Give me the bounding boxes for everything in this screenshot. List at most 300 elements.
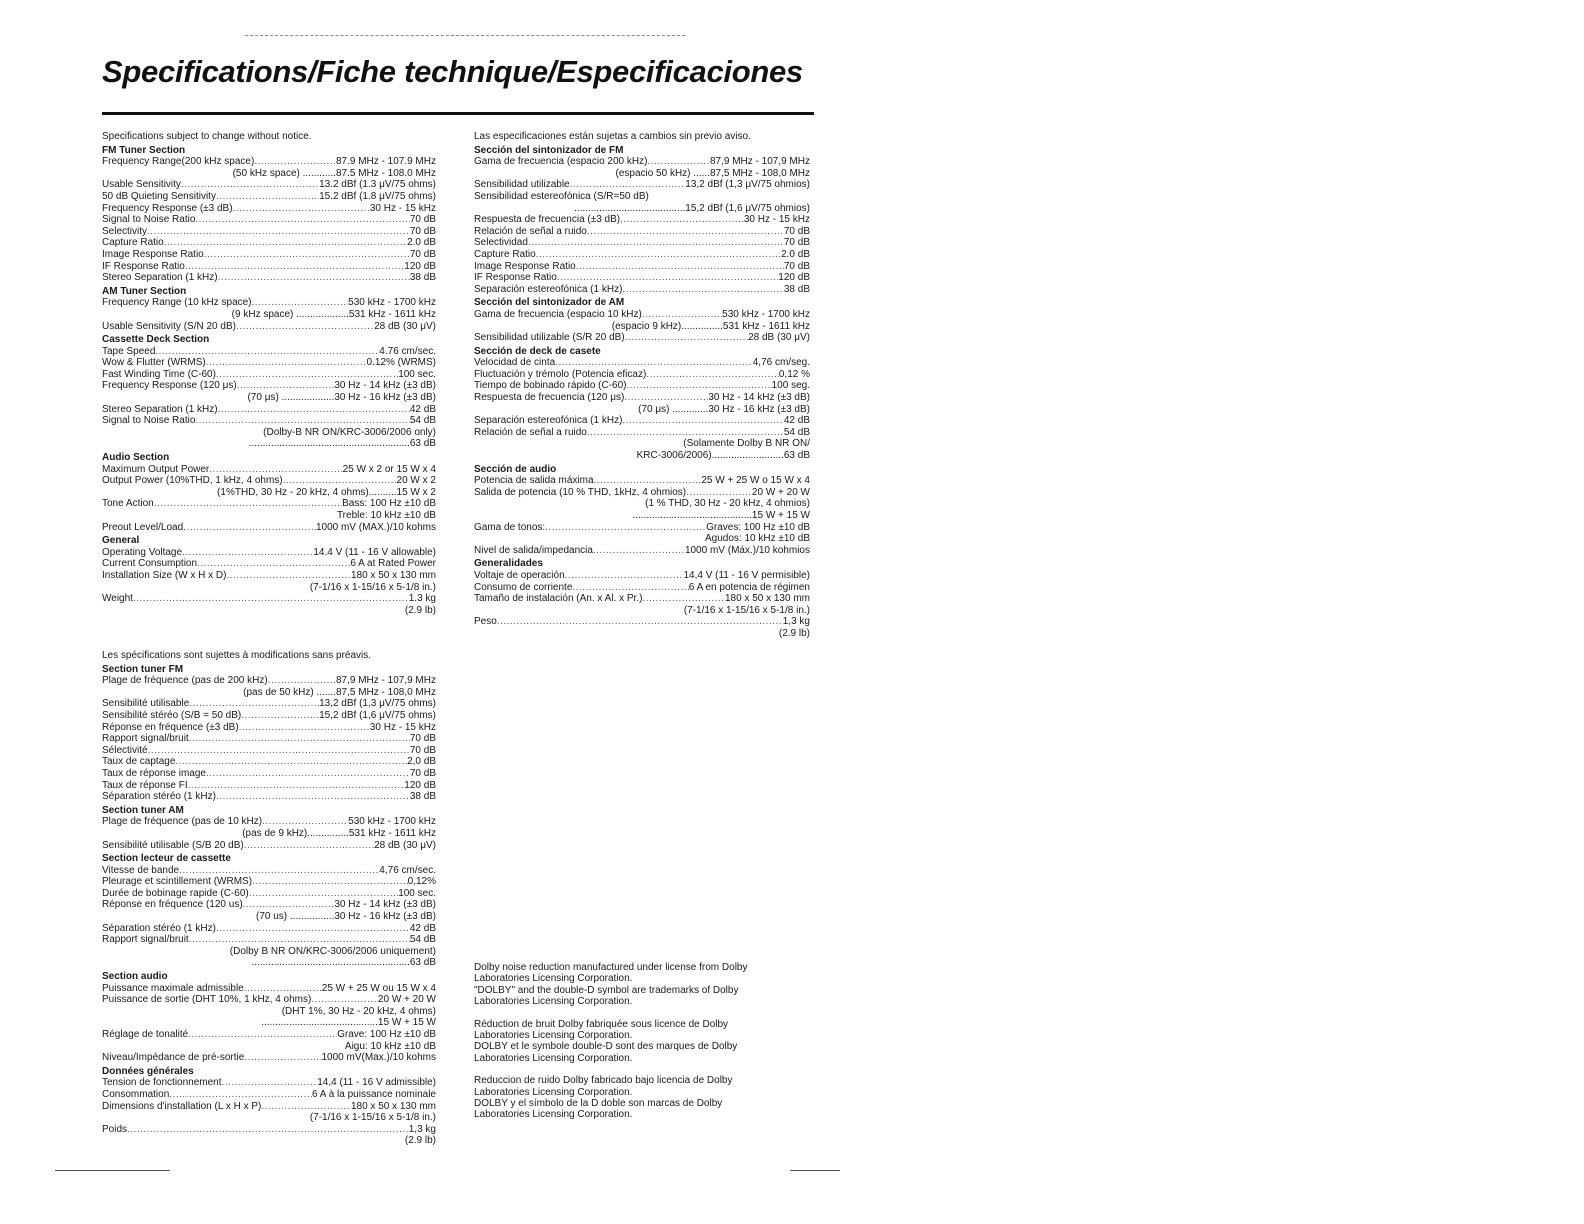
page-title: Specifications/Fiche technique/Especificaciones [102, 54, 803, 89]
spec-label: Capture Ratio [102, 237, 164, 249]
english-specs [102, 131, 436, 616]
spec-value: 70 dB [409, 733, 436, 745]
spec-label: Tone Action [102, 498, 154, 510]
spec-label: Usable Sensitivity [102, 179, 181, 191]
spec-row [102, 780, 436, 792]
leader-dots [555, 357, 753, 369]
spec-continuation: (9 kHz space) ...................531 kHz - 1611 kHz [231, 308, 436, 320]
leader-dots [594, 475, 702, 487]
spec-continuation: (70 μs) ...................30 Hz - 16 kHz (±3 dB) [247, 392, 436, 404]
leader-dots [222, 1077, 318, 1089]
leader-dots [216, 791, 410, 803]
spec-value: 13,2 dBf (1,3 μV/75 ohmios) [685, 179, 810, 191]
spec-row [474, 475, 810, 487]
spec-continuation: (espacio 50 kHz) ......87,5 MHz - 108,0 MHz [615, 167, 810, 179]
leader-dots [262, 816, 348, 828]
spec-value: 2.0 dB [781, 248, 810, 260]
leader-dots [536, 249, 781, 261]
section-heading: Audio Section [102, 452, 170, 464]
spec-value: 54 dB [783, 426, 810, 438]
leader-dots [188, 780, 405, 792]
leader-dots [175, 756, 407, 768]
spec-value: 20 W + 20 W [377, 994, 436, 1006]
spec-label: Respuesta de frecuencia (±3 dB) [474, 214, 621, 226]
spec-row [474, 237, 810, 249]
leader-dots [164, 237, 407, 249]
spec-row [474, 284, 810, 296]
spec-row [102, 369, 436, 381]
spec-value: 0.12% (WRMS) [366, 357, 436, 369]
spanish-specs [474, 131, 810, 640]
spec-label: Fast Winding Time (C-60) [102, 368, 216, 380]
spec-continuation: (2.9 lb) [778, 627, 810, 639]
spec-continuation: (DHT 1%, 30 Hz - 20 kHz, 4 ohms) [281, 1005, 436, 1017]
spec-label: Puissance maximale admissible [102, 982, 244, 994]
spec-continuation: (Solamente Dolby B NR ON/ [683, 438, 810, 450]
spec-label: Réponse en fréquence (120 us) [102, 899, 243, 911]
spec-row [102, 156, 436, 168]
spec-label: Tension de fonctionnement [102, 1077, 222, 1089]
spec-value: 6 A à la puissance nominale [312, 1088, 436, 1100]
spec-label: Réglage de tonalité [102, 1029, 189, 1040]
leader-dots [237, 380, 335, 392]
spec-value: 25 W + 25 W ou 15 W x 4 [321, 982, 436, 994]
spec-label: Usable Sensitivity (S/N 20 dB) [102, 320, 236, 332]
spec-row [474, 357, 810, 369]
notice-line: "DOLBY" and the double-D symbol are trademarks of Dolby [474, 984, 739, 996]
leader-dots [181, 179, 319, 191]
spec-continuation: (2.9 lb) [404, 604, 436, 616]
spec-value: 100 sec. [398, 368, 436, 380]
spec-label: Stereo Separation (1 kHz) [102, 403, 218, 415]
leader-dots [179, 865, 379, 877]
spec-value: 70 dB [409, 214, 436, 226]
spec-continuation: (2.9 lb) [404, 1135, 436, 1147]
notice-line: Laboratories Licensing Corporation. [474, 973, 633, 985]
spec-label: Frequency Response (120 μs) [102, 380, 237, 392]
spec-label: Séparation stéréo (1 kHz) [102, 791, 216, 803]
leader-dots [261, 1101, 351, 1113]
spec-value: 38 dB [409, 272, 436, 284]
leader-dots [233, 203, 370, 215]
spec-value: 42 dB [409, 922, 436, 934]
spec-row [102, 1029, 436, 1041]
section-heading: General [102, 535, 140, 547]
leader-dots [249, 888, 398, 900]
spec-row [102, 876, 436, 888]
spec-row [102, 415, 436, 427]
leader-dots [624, 392, 708, 404]
spec-row [474, 522, 810, 534]
section-heading: Cassette Deck Section [102, 334, 210, 346]
spec-label: Stereo Separation (1 kHz) [102, 272, 218, 284]
spec-label: Tiempo de bobinado rápido (C-60) [474, 380, 627, 392]
spec-label: Nivel de salida/impedancia [474, 544, 593, 556]
spec-continuation: (pas de 50 kHz) .......87,5 MHz - 108,0 MHz [243, 686, 436, 698]
leader-dots [283, 475, 397, 487]
spec-label: Signal to Noise Ratio [102, 214, 196, 226]
leader-dots [528, 237, 784, 249]
leader-dots [252, 297, 349, 309]
section-heading: FM Tuner Section [102, 144, 186, 156]
spec-label: Réponse en fréquence (±3 dB) [102, 721, 239, 733]
spec-row [102, 899, 436, 911]
spec-row [102, 297, 436, 309]
spec-value: 70 dB [409, 744, 436, 756]
spec-value: 20 W + 20 W [751, 486, 810, 498]
spec-continuation: (70 μs) .............30 Hz - 16 kHz (±3 dB) [638, 403, 810, 415]
spec-row [474, 309, 810, 321]
spec-value: 1,3 kg [408, 1123, 436, 1135]
spec-label: Separación estereofónica (1 kHz) [474, 415, 623, 427]
spec-value: 30 Hz - 15 kHz [369, 202, 436, 214]
spec-label: Image Response Ratio [474, 260, 576, 272]
spec-value: 14,4 V (11 - 16 V permisible) [683, 569, 810, 581]
notice-line: Laboratories Licensing Corporation. [474, 996, 633, 1008]
spec-label: Signal to Noise Ratio [102, 415, 196, 427]
trademark-notice [474, 1075, 804, 1121]
spec-value: 120 dB [778, 272, 810, 284]
spec-row [102, 249, 436, 261]
spec-value: 30 Hz - 15 kHz [743, 214, 810, 226]
spec-row [102, 558, 436, 570]
leader-dots [646, 369, 779, 381]
spec-row [102, 675, 436, 687]
spec-value: 0,12% [407, 876, 436, 888]
change-notice: Les spécifications sont sujettes à modifications sans préavis. [102, 650, 372, 661]
section-heading: Section tuner AM [102, 804, 184, 816]
spec-row [102, 1077, 436, 1089]
spec-label: Image Response Ratio [102, 248, 204, 260]
spec-value: 4.76 cm/sec. [379, 345, 436, 357]
spec-label: Consumo de corriente [474, 581, 573, 593]
spec-row [102, 1124, 436, 1136]
spec-value: 2,0 dB [407, 756, 436, 768]
spec-label: Preout Level/Load [102, 521, 184, 533]
spec-label: Gama de frecuencia (espacio 10 kHz) [474, 308, 642, 320]
leader-dots [216, 369, 398, 381]
spec-label: Tape Speed [102, 345, 156, 357]
spec-row [474, 156, 810, 168]
spec-row [102, 710, 436, 722]
leader-dots [148, 745, 410, 757]
spec-label: Vitesse de bande [102, 864, 180, 876]
notice-line: Laboratories Licensing Corporation. [474, 1109, 633, 1121]
spec-value: 180 x 50 x 130 mm [724, 593, 810, 605]
spec-continuation: (1%THD, 30 Hz - 20 kHz, 4 ohms)..........15 W x 2 [217, 486, 436, 498]
spec-value: 28 dB (30 μV) [374, 839, 436, 851]
spec-row [474, 179, 810, 191]
spec-continuation: Agudos: 10 kHz ±10 dB [705, 533, 810, 545]
leader-dots [239, 722, 370, 734]
spec-value: 120 dB [404, 779, 436, 791]
spec-row [474, 415, 810, 427]
spec-value: 42 dB [409, 403, 436, 415]
leader-dots [244, 840, 374, 852]
spec-value: 25 W + 25 W o 15 W x 4 [701, 475, 810, 487]
spec-value: 28 dB (30 μV) [374, 320, 436, 332]
spec-row [102, 261, 436, 273]
spec-value: 87.9 MHz - 107.9 MHz [335, 156, 436, 168]
spec-value: 70 dB [409, 248, 436, 260]
spec-row [102, 1052, 436, 1064]
spec-label: Sensibilité utilisable [102, 698, 190, 710]
leader-dots [642, 309, 722, 321]
bottom-rule-right [790, 1170, 840, 1171]
spec-row [474, 487, 810, 499]
spec-row [102, 745, 436, 757]
spec-value: 70 dB [783, 237, 810, 249]
notice-line: Laboratories Licensing Corporation. [474, 1030, 633, 1042]
leader-dots [254, 156, 336, 168]
spec-continuation: Aigu: 10 kHz ±10 dB [344, 1040, 436, 1052]
spec-continuation: (espacio 9 kHz)...............531 kHz - 1611 kHz [611, 320, 810, 332]
spec-label: Operating Voltage [102, 546, 183, 558]
leader-dots [252, 876, 408, 888]
spec-value: Grave: 100 Hz ±10 dB [337, 1029, 436, 1040]
leader-dots [188, 1029, 337, 1041]
spec-row [102, 570, 436, 582]
leader-dots [189, 934, 410, 946]
spec-value: 28 dB (30 μV) [748, 332, 810, 344]
spec-label: Sensibilité utilisable (S/B 20 dB) [102, 839, 244, 851]
leader-dots [195, 214, 409, 226]
leader-dots [216, 923, 410, 935]
spec-value: 180 x 50 x 130 mm [350, 569, 436, 581]
spec-value: 87,9 MHz - 107,9 MHz [335, 675, 436, 687]
leader-dots [557, 272, 778, 284]
leader-dots [622, 284, 783, 296]
spec-row [102, 179, 436, 191]
spec-row [102, 865, 436, 877]
spec-row [102, 203, 436, 215]
spec-label: Sensibilidad utilizable (S/R 20 dB) [474, 332, 625, 344]
spec-row [102, 346, 436, 358]
spec-value: 1000 mV(Max.)/10 kohms [321, 1052, 436, 1064]
spec-label: Salida de potencia (10 % THD, 1kHz, 4 ohmios) [474, 486, 687, 498]
spec-value: 70 dB [783, 260, 810, 272]
section-heading: Section lecteur de cassette [102, 853, 231, 865]
top-dashed-rule [245, 35, 685, 36]
spec-row [102, 272, 436, 284]
spec-row [102, 214, 436, 226]
spec-value: 20 W x 2 [396, 475, 436, 487]
leader-dots [216, 191, 319, 203]
spec-label: Gama de tonos: [474, 521, 546, 533]
spec-row [474, 226, 810, 238]
spec-row [102, 1089, 436, 1101]
spec-row [474, 272, 810, 284]
leader-dots [311, 994, 378, 1006]
spec-label: Plage de fréquence (pas de 200 kHz) [102, 675, 268, 687]
spec-label: Dimensions d'installation (L x H x P) [102, 1100, 262, 1112]
leader-dots [218, 272, 410, 284]
spec-row [102, 698, 436, 710]
spec-label: Sensibilité stéréo (S/B = 50 dB) [102, 709, 242, 721]
spec-continuation: (pas de 9 kHz)...............531 kHz - 1611 kHz [242, 827, 436, 839]
spec-continuation: (70 us) ................30 Hz - 16 kHz (±3 dB) [256, 911, 436, 923]
spec-label: Sensibilidad utilizable [474, 179, 570, 191]
spec-row [102, 404, 436, 416]
spec-continuation: (50 kHz space) ............87.5 MHz - 108.0 MHz [232, 167, 436, 179]
spec-continuation: ........................................15,2 dBf (1,6 μV/75 ohmios) [574, 202, 810, 214]
notice-line: Reduccion de ruido Dolby fabricado bajo licencia de Dolby [474, 1075, 733, 1087]
spec-row [474, 261, 810, 273]
spec-label: Niveau/Impédance de pré-sortie [102, 1052, 245, 1064]
spec-row [102, 768, 436, 780]
spec-continuation: ...........................................15 W + 15 W [632, 510, 810, 521]
spec-label: Relación de señal a ruido [474, 426, 587, 438]
spec-row [102, 983, 436, 995]
spec-label: Voltaje de operación [474, 569, 565, 581]
leader-dots [587, 226, 784, 238]
spec-value: 180 x 50 x 130 mm [350, 1100, 436, 1112]
spec-label: 50 dB Quieting Sensitivity [102, 190, 216, 202]
spec-value: 70 dB [409, 225, 436, 237]
spec-row [102, 923, 436, 935]
trademark-notice [474, 962, 804, 1008]
leader-dots [647, 156, 710, 168]
title-underline [102, 112, 814, 115]
leader-dots [206, 357, 367, 369]
spec-row [102, 321, 436, 333]
leader-dots [218, 404, 410, 416]
spec-label: Poids [102, 1123, 128, 1135]
spec-row [102, 380, 436, 392]
spec-continuation: (Dolby-B NR ON/KRC-3006/2006 only) [263, 426, 436, 438]
notice-line: Laboratories Licensing Corporation. [474, 1086, 633, 1098]
spec-row [102, 756, 436, 768]
leader-dots [268, 675, 336, 687]
spec-label: Sélectivité [102, 744, 148, 756]
spec-row [474, 616, 810, 628]
leader-dots [241, 710, 319, 722]
spec-label: Frequency Range (10 kHz space) [102, 297, 252, 309]
spec-row [102, 888, 436, 900]
spec-value: 530 kHz - 1700 kHz [722, 308, 810, 320]
spec-label: Plage de fréquence (pas de 10 kHz) [102, 816, 263, 828]
spec-label: Pleurage et scintillement (WRMS) [102, 876, 253, 888]
leader-dots [625, 332, 748, 344]
leader-dots [627, 380, 772, 392]
spec-continuation: (7-1/16 x 1-15/16 x 5-1/8 in.) [309, 1112, 436, 1124]
change-notice: Specifications subject to change without notice. [102, 131, 312, 142]
spec-value: 2.0 dB [407, 237, 436, 249]
spec-value: 14.4 V (11 - 16 V allowable) [313, 546, 436, 558]
spec-label: Weight [102, 593, 133, 605]
spec-continuation: (1 % THD, 30 Hz - 20 kHz, 4 ohmios) [645, 498, 810, 510]
spec-row [474, 380, 810, 392]
spec-label: Puissance de sortie (DHT 10%, 1 kHz, 4 ohms) [102, 994, 312, 1006]
spec-row [102, 934, 436, 946]
spec-continuation: KRC-3006/2006)..........................63 dB [636, 450, 810, 462]
spec-continuation: (7-1/16 x 1-15/16 x 5-1/8 in.) [683, 604, 810, 616]
spec-label: Relación de señal a ruido [474, 225, 587, 237]
spec-label: Durée de bobinage rapide (C-60) [102, 887, 249, 899]
spec-label: Taux de réponse FI [102, 779, 188, 791]
spec-value: 38 dB [783, 283, 810, 295]
spec-value: 6 A en potencia de régimen [688, 581, 810, 593]
section-heading: Sección de audio [474, 463, 557, 475]
spec-label: Selectividad [474, 237, 528, 249]
leader-dots [497, 616, 783, 628]
leader-dots [244, 983, 322, 995]
spec-label: Separación estereofónica (1 kHz) [474, 283, 623, 295]
spec-value: 0,12 % [778, 368, 810, 380]
spec-row [102, 593, 436, 605]
change-notice: Las especificaciones están sujetas a cambios sin previo aviso. [474, 131, 751, 142]
spec-value: 70 dB [783, 225, 810, 237]
spec-row [474, 332, 810, 344]
spec-value: 54 dB [409, 415, 436, 427]
section-heading: Sección de deck de casete [474, 345, 601, 357]
spec-value: 87,9 MHz - 107,9 MHz [709, 156, 810, 168]
spec-label: Sensibilidad estereofónica (S/R=50 dB) [474, 190, 649, 202]
leader-dots [244, 1052, 321, 1064]
spec-row [474, 392, 810, 404]
spec-continuation: Treble: 10 kHz ±10 dB [336, 510, 436, 521]
spec-label: IF Response Ratio [102, 260, 185, 272]
spec-row [474, 214, 810, 226]
notice-line: Dolby noise reduction manufactured under license from Dolby [474, 962, 748, 973]
leader-dots [185, 261, 404, 273]
leader-dots [236, 321, 374, 333]
notice-line: Laboratories Licensing Corporation. [474, 1052, 633, 1064]
spec-continuation: ..........................................15 W + 15 W [261, 1017, 436, 1029]
spec-row [102, 840, 436, 852]
spec-value: 30 Hz - 14 kHz (±3 dB) [334, 380, 436, 392]
leader-dots [169, 1089, 312, 1101]
leader-dots [155, 346, 379, 358]
spec-label: IF Response Ratio [474, 272, 557, 284]
spec-row [102, 226, 436, 238]
section-heading: Section audio [102, 971, 168, 983]
spec-value: 120 dB [404, 260, 436, 272]
spec-value: Graves: 100 Hz ±10 dB [706, 521, 810, 533]
spec-label: Rapport signal/bruit [102, 733, 189, 745]
section-heading: Sección del sintonizador de AM [474, 297, 625, 309]
leader-dots [572, 582, 688, 594]
spec-row [474, 249, 810, 261]
spec-row [102, 191, 436, 203]
spec-value: 13.2 dBf (1.3 μV/75 ohms) [319, 179, 436, 191]
section-heading: Section tuner FM [102, 663, 184, 675]
section-heading: Données générales [102, 1065, 194, 1077]
leader-dots [226, 570, 350, 582]
section-heading: Generalidades [474, 558, 543, 570]
spec-value: 38 dB [409, 791, 436, 803]
spec-label: Consommation [102, 1088, 170, 1100]
spec-row [102, 464, 436, 476]
leader-dots [189, 698, 319, 710]
spec-value: 14,4 (11 - 16 V admissible) [317, 1077, 436, 1089]
spec-label: Current Consumption [102, 558, 198, 570]
leader-dots [565, 570, 684, 582]
notice-line: DOLBY y el símbolo de la D doble son marcas de Dolby [474, 1098, 723, 1110]
spec-value: 1000 mV (Máx.)/10 kohmios [684, 544, 810, 556]
spec-row [102, 475, 436, 487]
spec-label: Frequency Response (±3 dB) [102, 202, 233, 214]
spec-value: 1000 mV (MAX.)/10 kohms [315, 521, 436, 533]
leader-dots [204, 249, 410, 261]
spec-label: Velocidad de cinta [474, 357, 556, 369]
spec-row [474, 593, 810, 605]
leader-dots [206, 768, 410, 780]
spec-value: 30 Hz - 14 kHz (±3 dB) [708, 392, 810, 404]
spec-value: 100 seg. [771, 380, 810, 392]
leader-dots [182, 547, 313, 559]
spec-label: Selectivity [102, 225, 148, 237]
